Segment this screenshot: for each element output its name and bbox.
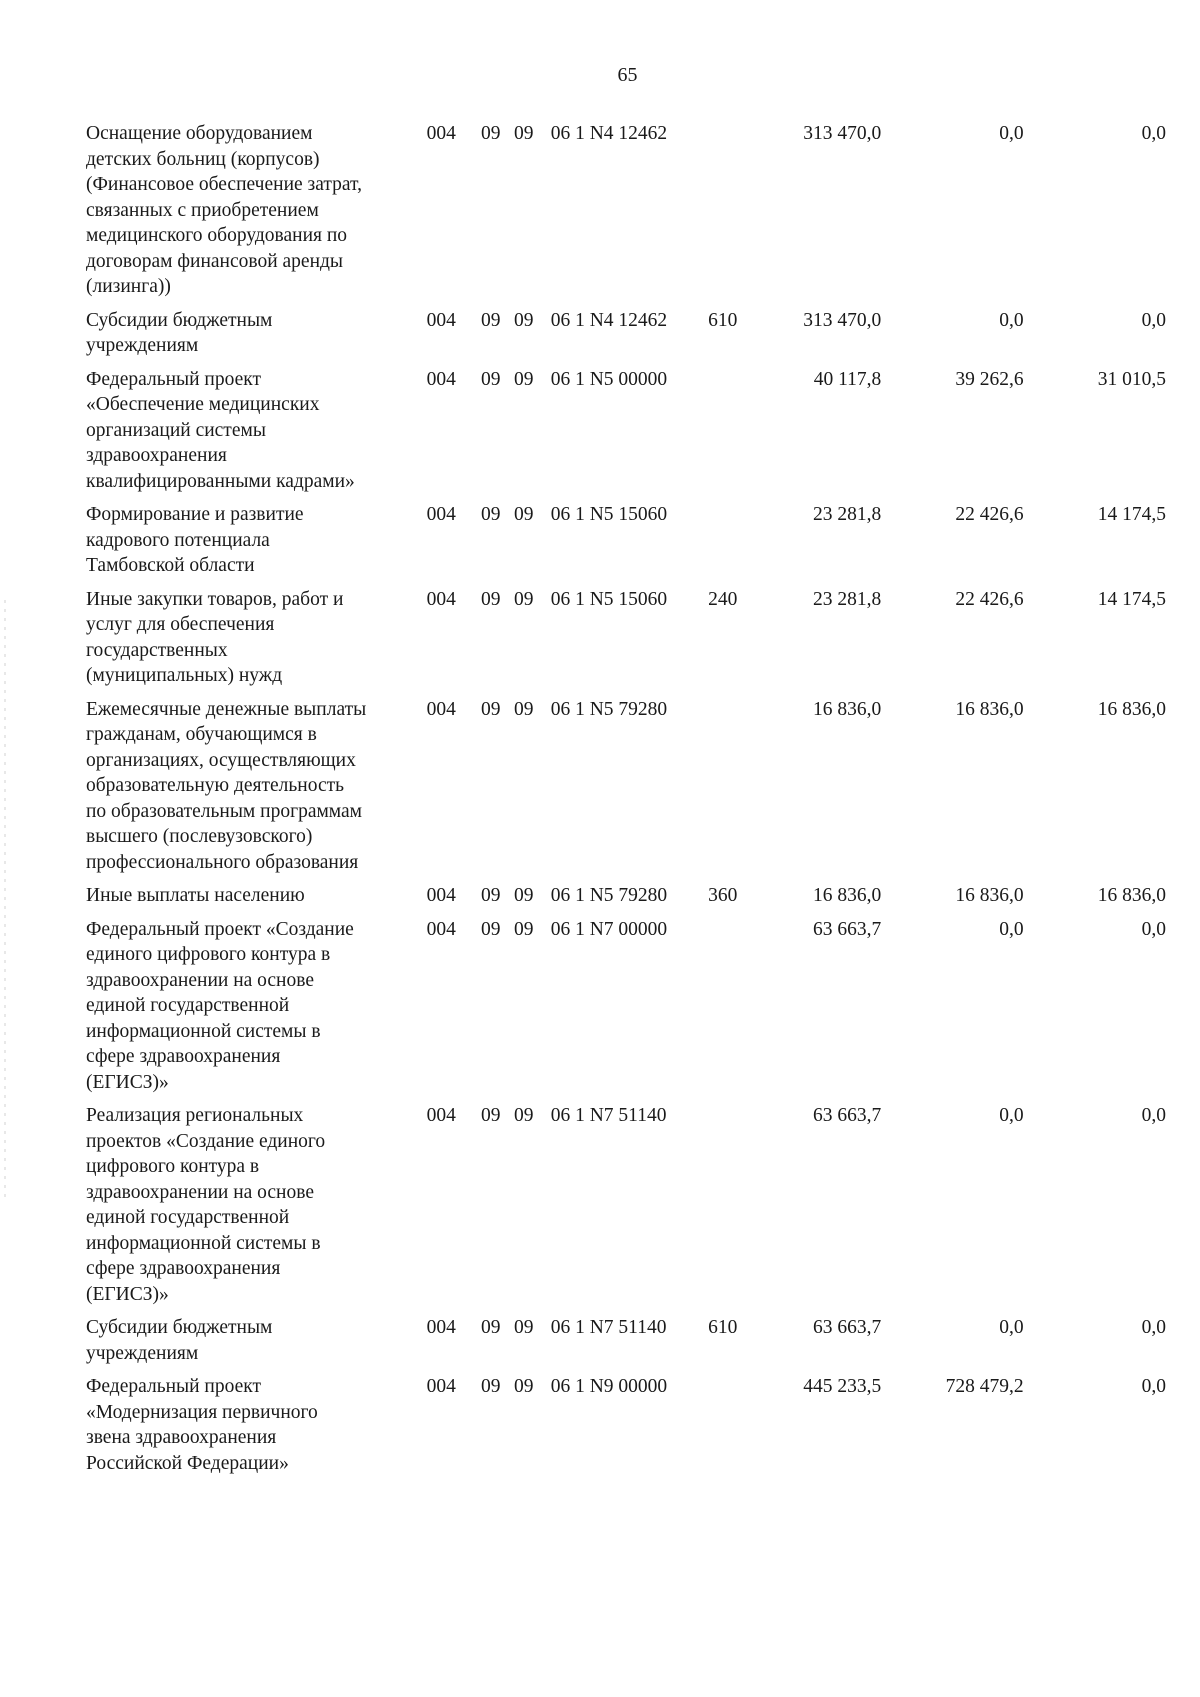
row-expense-type xyxy=(698,917,759,1104)
row-expense-type: 610 xyxy=(708,309,738,331)
row-grbs: 004 xyxy=(426,588,456,610)
row-expense-type: 610 xyxy=(708,1317,738,1338)
row-amount-year3: 16 836,0 xyxy=(1097,698,1166,720)
table-row xyxy=(86,121,1166,308)
row-subsection: 09 xyxy=(513,885,534,906)
budget-table-body xyxy=(86,121,1166,1484)
row-name-cell xyxy=(86,883,427,917)
row-name: Реализация региональных проектов «Создание единого цифрового контура в здравоохранении на основе единой государственной информационной системы в сфере здравоохранения (ЕГИСЗ)» xyxy=(86,1105,326,1305)
row-name: Федеральный проект «Модернизация первичного звена здравоохранения Российской Федерации» xyxy=(86,1376,318,1474)
row-section: 09 xyxy=(480,309,501,331)
row-name: Иные закупки товаров, работ и услуг для обеспечения государственных (муниципальных) нужд xyxy=(86,588,344,686)
row-subsection: 09 xyxy=(513,1317,534,1338)
row-target-article: 06 1 N5 15060 xyxy=(550,588,668,610)
row-section: 09 xyxy=(480,1317,501,1338)
row-expense-type xyxy=(698,367,759,503)
row-amount-year2: 0,0 xyxy=(999,309,1024,331)
row-amount-year1: 445 233,5 xyxy=(803,1376,882,1397)
row-target-article: 06 1 N5 00000 xyxy=(550,368,668,390)
row-subsection: 09 xyxy=(513,1376,534,1397)
row-name: Иные выплаты населению xyxy=(86,885,305,906)
table-row xyxy=(86,697,1166,884)
row-grbs: 004 xyxy=(426,123,456,144)
row-subsection: 09 xyxy=(513,1105,534,1126)
row-name: Формирование и развитие кадрового потенциала Тамбовской области xyxy=(86,504,304,576)
row-name-cell xyxy=(86,308,427,367)
row-name-cell xyxy=(86,121,427,308)
row-amount-year1: 313 470,0 xyxy=(803,123,882,144)
row-grbs: 004 xyxy=(426,1105,456,1126)
row-target-article: 06 1 N4 12462 xyxy=(550,309,668,331)
row-amount-year3: 0,0 xyxy=(1141,1105,1166,1126)
row-amount-year2: 39 262,6 xyxy=(955,368,1024,390)
row-amount-year1: 40 117,8 xyxy=(813,368,882,390)
row-grbs: 004 xyxy=(426,1376,456,1397)
table-row xyxy=(86,367,1166,503)
row-target-article: 06 1 N9 00000 xyxy=(550,1376,668,1397)
row-subsection: 09 xyxy=(513,918,534,940)
row-grbs: 004 xyxy=(426,504,456,525)
budget-table xyxy=(86,121,1166,1484)
row-section: 09 xyxy=(480,123,501,144)
table-row xyxy=(86,883,1166,917)
row-target-article: 06 1 N7 51140 xyxy=(550,1105,667,1126)
row-expense-type xyxy=(698,502,759,587)
row-subsection: 09 xyxy=(513,588,534,610)
row-subsection: 09 xyxy=(513,309,534,331)
row-amount-year3: 16 836,0 xyxy=(1097,885,1166,906)
row-target-article: 06 1 N5 15060 xyxy=(550,504,668,525)
table-row xyxy=(86,587,1166,697)
row-grbs: 004 xyxy=(426,698,456,720)
row-name-cell xyxy=(86,917,427,1104)
row-amount-year3: 14 174,5 xyxy=(1097,588,1166,610)
row-name: Субсидии бюджетным учреждениям xyxy=(86,1317,273,1364)
row-grbs: 004 xyxy=(426,885,456,906)
row-section: 09 xyxy=(480,504,501,525)
row-amount-year1: 63 663,7 xyxy=(812,1105,882,1126)
row-name-cell xyxy=(86,1315,427,1374)
row-grbs: 004 xyxy=(426,1317,456,1338)
table-row xyxy=(86,1315,1166,1374)
row-section: 09 xyxy=(480,918,501,940)
row-expense-type xyxy=(698,1374,759,1484)
row-amount-year1: 23 281,8 xyxy=(812,588,882,610)
row-amount-year1: 63 663,7 xyxy=(812,918,882,940)
table-row xyxy=(86,1103,1166,1315)
row-subsection: 09 xyxy=(513,504,534,525)
row-target-article: 06 1 N4 12462 xyxy=(550,123,668,144)
row-amount-year3: 31 010,5 xyxy=(1097,368,1166,390)
row-amount-year2: 0,0 xyxy=(999,918,1024,940)
row-name-cell xyxy=(86,697,427,884)
row-name: Федеральный проект «Создание единого цифрового контура в здравоохранении на основе единой государственной информационной системы в сфере здравоохранения (ЕГИСЗ)» xyxy=(86,918,354,1093)
table-row xyxy=(86,308,1166,367)
row-target-article: 06 1 N5 79280 xyxy=(550,698,668,720)
row-name-cell xyxy=(86,367,427,503)
row-name: Федеральный проект «Обеспечение медицинских организаций системы здравоохранения квалифицированными кадрами» xyxy=(86,368,355,492)
row-amount-year3: 0,0 xyxy=(1141,918,1166,940)
row-name-cell xyxy=(86,587,427,697)
row-amount-year2: 728 479,2 xyxy=(945,1376,1024,1397)
row-amount-year1: 313 470,0 xyxy=(803,309,882,331)
table-row xyxy=(86,502,1166,587)
row-amount-year3: 0,0 xyxy=(1141,1376,1166,1397)
row-section: 09 xyxy=(480,885,501,906)
row-section: 09 xyxy=(480,698,501,720)
row-amount-year3: 0,0 xyxy=(1141,1317,1166,1338)
row-amount-year1: 16 836,0 xyxy=(812,885,882,906)
row-expense-type xyxy=(698,121,759,308)
row-expense-type: 240 xyxy=(708,588,738,610)
row-amount-year2: 16 836,0 xyxy=(955,698,1024,720)
row-name: Ежемесячные денежные выплаты гражданам, обучающимся в организациях, осуществляющих образовательную деятельность по образовательным программам высшего (послевузовского) профессионального образования xyxy=(86,698,367,873)
row-grbs: 004 xyxy=(426,368,456,390)
row-section: 09 xyxy=(480,1376,501,1397)
row-target-article: 06 1 N7 51140 xyxy=(550,1317,667,1338)
row-amount-year2: 16 836,0 xyxy=(955,885,1024,906)
table-row xyxy=(86,917,1166,1104)
row-name-cell xyxy=(86,1374,427,1484)
row-amount-year2: 0,0 xyxy=(999,1105,1024,1126)
row-target-article: 06 1 N5 79280 xyxy=(550,885,668,906)
row-section: 09 xyxy=(480,588,501,610)
row-expense-type xyxy=(698,1103,759,1315)
row-amount-year3: 0,0 xyxy=(1141,309,1166,331)
row-expense-type: 360 xyxy=(708,885,738,906)
row-amount-year3: 0,0 xyxy=(1141,123,1166,144)
row-subsection: 09 xyxy=(513,368,534,390)
page-number: 65 xyxy=(617,64,638,86)
row-subsection: 09 xyxy=(513,123,534,144)
row-name: Оснащение оборудованием детских больниц (корпусов) (Финансовое обеспечение затрат, связанных с приобретением медицинского оборудования по договорам финансовой аренды (лизинга)) xyxy=(86,123,362,297)
row-target-article: 06 1 N7 00000 xyxy=(550,918,668,940)
row-name: Субсидии бюджетным учреждениям xyxy=(86,309,273,356)
row-expense-type xyxy=(698,697,759,884)
row-amount-year2: 0,0 xyxy=(999,123,1024,144)
row-grbs: 004 xyxy=(426,918,456,940)
row-amount-year1: 23 281,8 xyxy=(812,504,882,525)
table-row xyxy=(86,1374,1166,1484)
row-grbs: 004 xyxy=(426,309,456,331)
row-subsection: 09 xyxy=(513,698,534,720)
row-name-cell xyxy=(86,1103,427,1315)
row-section: 09 xyxy=(480,1105,501,1126)
row-section: 09 xyxy=(480,368,501,390)
row-amount-year2: 22 426,6 xyxy=(955,504,1024,525)
row-amount-year1: 63 663,7 xyxy=(812,1317,882,1338)
row-amount-year2: 0,0 xyxy=(999,1317,1024,1338)
row-amount-year3: 14 174,5 xyxy=(1097,504,1166,525)
scan-edge-noise xyxy=(4,600,6,1200)
row-amount-year1: 16 836,0 xyxy=(812,698,882,720)
row-name-cell xyxy=(86,502,427,587)
row-amount-year2: 22 426,6 xyxy=(955,588,1024,610)
